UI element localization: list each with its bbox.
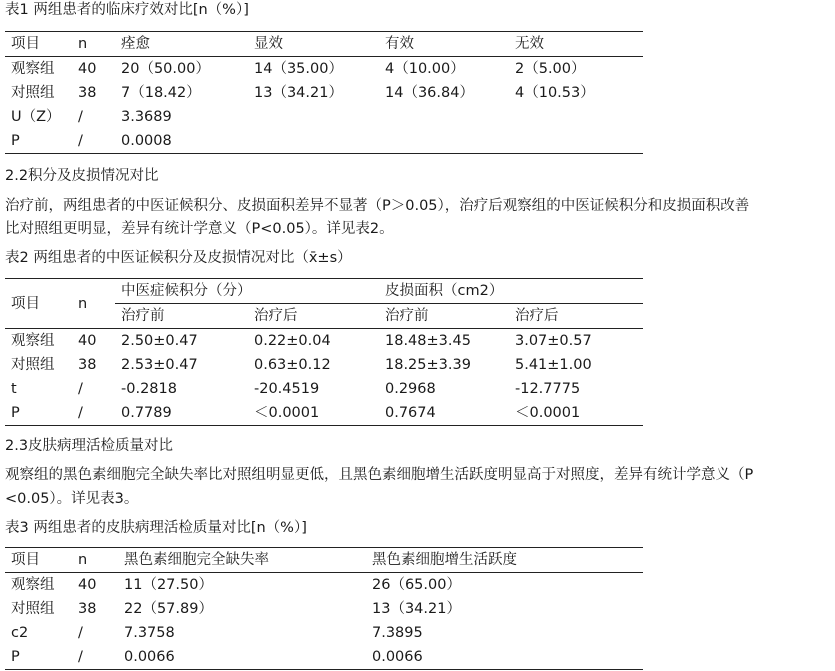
table-cell: 0.22±0.04 [254,333,331,349]
table-row [5,105,643,129]
section-2-3-heading: 2.3皮肤病理活检质量对比 [5,438,174,454]
table-cell: 3.07±0.57 [515,333,592,349]
table-cell: 4（10.53） [515,85,595,101]
table3 [5,547,643,670]
table1-header-marked: 显效 [248,32,379,57]
table-cell: 0.2968 [385,381,436,397]
section-2-2-heading: 2.2积分及皮损情况对比 [5,168,159,184]
table-cell: 38 [78,601,97,617]
table2-header-lesion-area: 皮损面积（cm2） [379,279,643,304]
table-cell: 2（5.00） [515,61,586,77]
table-cell: 38 [78,85,97,101]
table3-header-proliferation: 黑色素细胞增生活跃度 [366,548,643,573]
table-row [5,329,643,354]
table2-sub-header-after: 治疗后 [248,304,379,329]
table-cell [509,129,643,154]
table-cell: 对照组 [11,85,55,101]
section-2-2-paragraph-line-1: 治疗前，两组患者的中医证候积分、皮损面积差异不显著（P＞0.05），治疗后观察组的中医证候积分和皮损面积改善 [5,198,750,214]
table-cell: 40 [78,577,97,593]
table-cell: -12.7775 [515,381,581,397]
table-cell: 13（34.21） [254,85,343,101]
table2-caption: 表2 两组患者的中医证候积分及皮损情况对比（x̄±s） [5,250,352,266]
table-cell: 20（50.00） [121,61,210,77]
table1-header-cured: 痊愈 [115,32,248,57]
table-cell: 40 [78,61,97,77]
table-cell: / [78,109,83,125]
table-cell: 40 [78,333,97,349]
table2-sub-header-after: 治疗后 [509,304,643,329]
table-cell: 7.3895 [372,625,423,641]
table-cell: 2.50±0.47 [121,333,198,349]
table-cell: 38 [78,357,97,373]
table-cell: c2 [11,625,29,641]
table-cell: / [78,381,83,397]
table1-caption: 表1 两组患者的临床疗效对比[n（%）] [5,2,249,18]
table-cell [379,105,509,129]
table2-header-tcm-score: 中医症候积分（分） [115,279,379,304]
table-cell: P [5,129,76,154]
table-cell [379,129,509,154]
table-cell: P [5,645,76,670]
table2 [5,278,643,426]
table-cell: 0.7789 [115,401,248,426]
table1 [5,31,643,154]
table-cell: U（Z） [11,109,61,125]
table-cell: / [76,129,115,154]
table1-header-item: 项目 [5,32,76,57]
table1-header-effective: 有效 [379,32,509,57]
table2-group-header-row [5,279,643,304]
table-row [5,57,643,82]
table-cell: 观察组 [11,61,55,77]
table1-header-ineffective: 无效 [509,32,643,57]
table-cell: / [76,645,118,670]
table-cell: 14（36.84） [385,85,474,101]
table-cell: 0.0008 [115,129,248,154]
table-row [5,129,643,154]
table-cell: 观察组 [11,333,55,349]
table3-caption: 表3 两组患者的皮肤病理活检质量对比[n（%）] [5,520,307,536]
table-cell: t [11,381,17,397]
table3-header-absence-rate: 黑色素细胞完全缺失率 [118,548,366,573]
table3-header-item: 项目 [5,548,76,573]
table-cell: ＜0.0001 [248,401,379,426]
table-cell: 7.3758 [124,625,175,641]
table-cell: 18.25±3.39 [385,357,471,373]
table-cell: 13（34.21） [372,601,461,617]
table-row [5,645,643,670]
table-cell: 22（57.89） [124,601,213,617]
table2-header-n: n [76,279,115,329]
table3-header-n: n [76,548,118,573]
table-cell: 7（18.42） [121,85,201,101]
table3-header-row [5,548,643,573]
table-cell: / [78,625,83,641]
table-cell: ＜0.0001 [509,401,643,426]
table-row [5,401,643,426]
table-cell: / [76,401,115,426]
table-cell: 5.41±1.00 [515,357,592,373]
table-cell: 0.0066 [366,645,643,670]
table-row [5,377,643,401]
table-cell: 对照组 [11,357,55,373]
table2-sub-header-before: 治疗前 [379,304,509,329]
table1-header-row [5,32,643,57]
table-cell: -0.2818 [121,381,177,397]
table-cell: 18.48±3.45 [385,333,471,349]
table-cell: P [5,401,76,426]
table-row [5,621,643,645]
table-cell: 11（27.50） [124,577,213,593]
table-cell: 4（10.00） [385,61,465,77]
table-row [5,573,643,598]
table-cell: 对照组 [11,601,55,617]
table-row [5,597,643,621]
table-row [5,81,643,105]
table-cell: 0.7674 [379,401,509,426]
table-cell [248,105,379,129]
table-cell: 0.0066 [118,645,366,670]
table-cell: 0.63±0.12 [254,357,331,373]
table-cell: 14（35.00） [254,61,343,77]
table-cell: 26（65.00） [372,577,461,593]
section-2-3-paragraph-line-1: 观察组的黑色素细胞完全缺失率比对照组明显更低，且黑色素细胞增生活跃度明显高于对照度，差异有统计学意义（P [5,467,754,483]
section-2-2-paragraph-line-2: 比对照组更明显，差异有统计学意义（P<0.05）。详见表2。 [5,221,394,237]
table-cell [509,105,643,129]
table-cell: 3.3689 [121,109,172,125]
table-cell: 观察组 [11,577,55,593]
section-2-3-paragraph-line-2: <0.05）。详见表3。 [5,491,139,507]
table2-header-item: 项目 [5,279,76,329]
table-cell: 2.53±0.47 [121,357,198,373]
table1-header-n: n [76,32,115,57]
table2-sub-header-before: 治疗前 [115,304,248,329]
table-cell: -20.4519 [254,381,320,397]
table-row [5,353,643,377]
table-cell [248,129,379,154]
